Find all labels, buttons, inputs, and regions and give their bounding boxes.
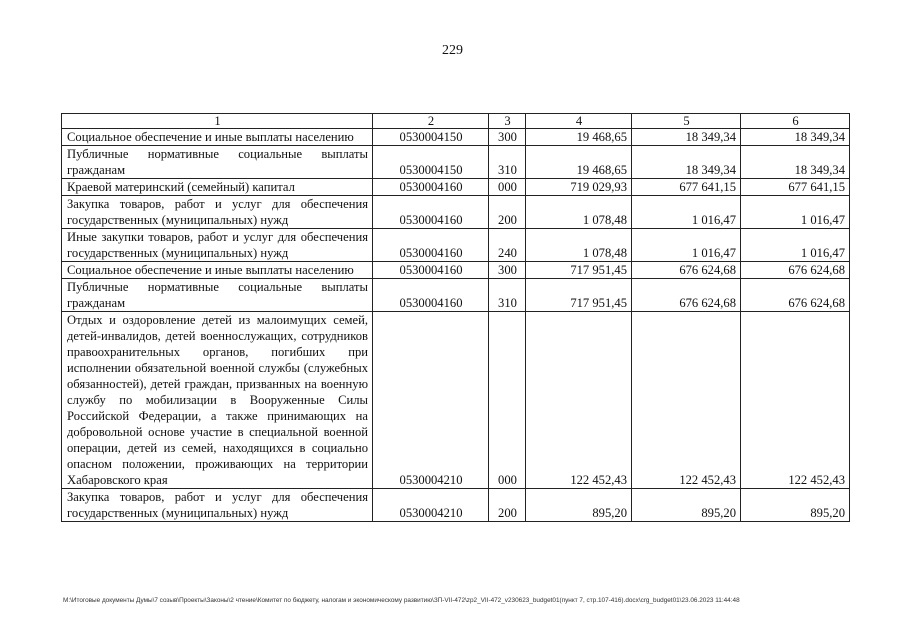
- row-name-cell: Иные закупки товаров, работ и услуг для обеспечения государственных (муниципальных) нужд: [62, 229, 373, 262]
- table-row: [62, 262, 850, 279]
- row-code-cell: 0530004160: [373, 229, 489, 262]
- row-name-cell: Закупка товаров, работ и услуг для обеспечения государственных (муниципальных) нужд: [62, 489, 373, 522]
- row-name-cell: Краевой материнский (семейный) капитал: [62, 179, 373, 196]
- row-value-col4: 1 078,48: [526, 229, 632, 262]
- row-code-cell: 0530004160: [373, 279, 489, 312]
- table-row: [62, 179, 850, 196]
- row-name-cell: Публичные нормативные социальные выплаты гражданам: [62, 146, 373, 179]
- row-code-cell: 0530004210: [373, 489, 489, 522]
- row-name-cell: Публичные нормативные социальные выплаты гражданам: [62, 279, 373, 312]
- row-type-cell: 200: [489, 196, 526, 229]
- table-row: [62, 279, 850, 312]
- row-type-cell: 300: [489, 262, 526, 279]
- table-row: [62, 312, 850, 489]
- row-value-col4: 719 029,93: [526, 179, 632, 196]
- row-value-col5: 676 624,68: [632, 279, 741, 312]
- row-type-cell: 300: [489, 129, 526, 146]
- row-value-col6: 677 641,15: [741, 179, 850, 196]
- row-value-col4: 895,20: [526, 489, 632, 522]
- row-name-cell: Отдых и оздоровление детей из малоимущих семей, детей-инвалидов, детей военнослужащих, сотрудников правоохранительных органов, погибших при исполнении обязательной военной службы (служебных обязанностей), детей граждан, призванных на военную службу по мобилизации в Вооруженные Силы Российской Федерации, а также принимающих на добровольной основе участие в специальной военной операции, детей из семей, находящихся в социально опасном положении, проживающих на территории Хабаровского края: [62, 312, 373, 489]
- row-value-col4: 19 468,65: [526, 146, 632, 179]
- row-value-col6: 1 016,47: [741, 229, 850, 262]
- header-cell-3: 3: [489, 114, 526, 129]
- row-value-col6: 676 624,68: [741, 279, 850, 312]
- row-value-col6: 18 349,34: [741, 129, 850, 146]
- row-code-cell: 0530004160: [373, 262, 489, 279]
- row-code-cell: 0530004150: [373, 129, 489, 146]
- row-code-cell: 0530004160: [373, 179, 489, 196]
- page-number: 229: [442, 43, 463, 58]
- table-row: [62, 489, 850, 522]
- row-type-cell: 310: [489, 146, 526, 179]
- row-value-col5: 676 624,68: [632, 262, 741, 279]
- row-value-col4: 1 078,48: [526, 196, 632, 229]
- row-code-cell: 0530004150: [373, 146, 489, 179]
- row-value-col6: 895,20: [741, 489, 850, 522]
- row-value-col5: 18 349,34: [632, 129, 741, 146]
- table-row: [62, 146, 850, 179]
- row-value-col5: 122 452,43: [632, 312, 741, 489]
- row-value-col4: 122 452,43: [526, 312, 632, 489]
- header-cell-2: 2: [373, 114, 489, 129]
- row-value-col6: 676 624,68: [741, 262, 850, 279]
- header-cell-5: 5: [632, 114, 741, 129]
- row-value-col4: 19 468,65: [526, 129, 632, 146]
- table-row: [62, 129, 850, 146]
- row-value-col4: 717 951,45: [526, 262, 632, 279]
- table-header-row: [62, 114, 850, 129]
- row-type-cell: 240: [489, 229, 526, 262]
- row-code-cell: 0530004210: [373, 312, 489, 489]
- header-cell-1: 1: [62, 114, 373, 129]
- row-name-cell: Социальное обеспечение и иные выплаты населению: [62, 262, 373, 279]
- row-code-cell: 0530004160: [373, 196, 489, 229]
- budget-table: [61, 113, 850, 522]
- header-cell-6: 6: [741, 114, 850, 129]
- table-body: [62, 114, 850, 522]
- row-value-col4: 717 951,45: [526, 279, 632, 312]
- header-cell-4: 4: [526, 114, 632, 129]
- row-value-col6: 122 452,43: [741, 312, 850, 489]
- document-footer-path: M:\Итоговые документы Думы\7 созыв\Проекты\Законы\2 чтение\Комитет по бюджету, налогам и экономическому развитию\ЗП-VII-472\zp2_VII-472_v230623_budget01(пункт 7, стр.107-416).docx\crg_budget01\23.06.2023 11:44:48: [63, 597, 740, 604]
- row-value-col5: 677 641,15: [632, 179, 741, 196]
- row-value-col5: 895,20: [632, 489, 741, 522]
- row-type-cell: 200: [489, 489, 526, 522]
- row-type-cell: 310: [489, 279, 526, 312]
- row-name-cell: Закупка товаров, работ и услуг для обеспечения государственных (муниципальных) нужд: [62, 196, 373, 229]
- row-type-cell: 000: [489, 312, 526, 489]
- row-value-col5: 1 016,47: [632, 229, 741, 262]
- row-value-col5: 1 016,47: [632, 196, 741, 229]
- table-row: [62, 229, 850, 262]
- row-name-cell: Социальное обеспечение и иные выплаты населению: [62, 129, 373, 146]
- row-type-cell: 000: [489, 179, 526, 196]
- row-value-col6: 18 349,34: [741, 146, 850, 179]
- table-row: [62, 196, 850, 229]
- row-value-col5: 18 349,34: [632, 146, 741, 179]
- row-value-col6: 1 016,47: [741, 196, 850, 229]
